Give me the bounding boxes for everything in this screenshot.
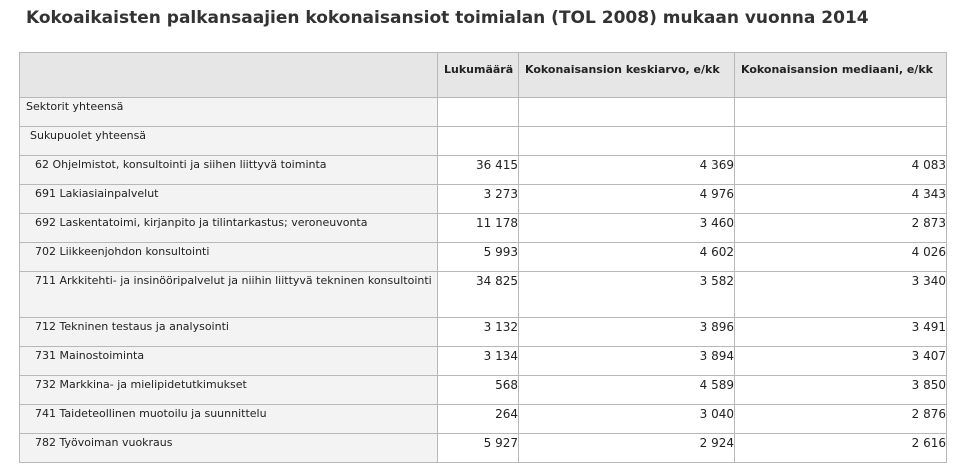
table-row bbox=[20, 376, 947, 405]
mean-cell: 4 976 bbox=[519, 185, 735, 214]
count-cell: 34 825 bbox=[438, 272, 519, 318]
header-row bbox=[20, 53, 947, 98]
mean-cell: 2 924 bbox=[519, 434, 735, 463]
count-cell: 5 927 bbox=[438, 434, 519, 463]
row-label: 712 Tekninen testaus ja analysointi bbox=[20, 318, 438, 347]
mean-cell: 3 460 bbox=[519, 214, 735, 243]
median-cell: 2 873 bbox=[735, 214, 947, 243]
section-row-sectors bbox=[20, 98, 947, 127]
table-row bbox=[20, 156, 947, 185]
header-corner-cell bbox=[20, 53, 438, 98]
count-cell: 264 bbox=[438, 405, 519, 434]
median-cell: 4 343 bbox=[735, 185, 947, 214]
median-cell: 3 340 bbox=[735, 272, 947, 318]
earnings-table bbox=[19, 52, 947, 463]
table-row bbox=[20, 185, 947, 214]
row-label: 692 Laskentatoimi, kirjanpito ja tilintarkastus; veroneuvonta bbox=[20, 214, 438, 243]
row-label: Sukupuolet yhteensä bbox=[20, 127, 438, 156]
median-cell: 2 616 bbox=[735, 434, 947, 463]
table-row bbox=[20, 405, 947, 434]
empty-cell bbox=[735, 127, 947, 156]
count-cell: 3 132 bbox=[438, 318, 519, 347]
mean-cell: 4 589 bbox=[519, 376, 735, 405]
count-cell: 3 273 bbox=[438, 185, 519, 214]
column-header-median: Kokonaisansion mediaani, e/kk bbox=[735, 53, 947, 98]
mean-cell: 3 040 bbox=[519, 405, 735, 434]
mean-cell: 3 896 bbox=[519, 318, 735, 347]
row-label: 782 Työvoiman vuokraus bbox=[20, 434, 438, 463]
empty-cell bbox=[438, 98, 519, 127]
count-cell: 11 178 bbox=[438, 214, 519, 243]
median-cell: 4 083 bbox=[735, 156, 947, 185]
median-cell: 4 026 bbox=[735, 243, 947, 272]
row-label: 732 Markkina- ja mielipidetutkimukset bbox=[20, 376, 438, 405]
table-row bbox=[20, 318, 947, 347]
count-cell: 36 415 bbox=[438, 156, 519, 185]
row-label: 741 Taideteollinen muotoilu ja suunnittelu bbox=[20, 405, 438, 434]
table-row bbox=[20, 272, 947, 318]
count-cell: 3 134 bbox=[438, 347, 519, 376]
row-label: Sektorit yhteensä bbox=[20, 98, 438, 127]
empty-cell bbox=[519, 98, 735, 127]
mean-cell: 4 602 bbox=[519, 243, 735, 272]
table-row bbox=[20, 434, 947, 463]
median-cell: 3 491 bbox=[735, 318, 947, 347]
row-label: 702 Liikkeenjohdon konsultointi bbox=[20, 243, 438, 272]
mean-cell: 4 369 bbox=[519, 156, 735, 185]
empty-cell bbox=[735, 98, 947, 127]
section-row-genders bbox=[20, 127, 947, 156]
empty-cell bbox=[438, 127, 519, 156]
mean-cell: 3 894 bbox=[519, 347, 735, 376]
table-row bbox=[20, 243, 947, 272]
median-cell: 2 876 bbox=[735, 405, 947, 434]
row-label: 711 Arkkitehti- ja insinööripalvelut ja niihin liittyvä tekninen konsultointi bbox=[20, 272, 438, 318]
row-label: 62 Ohjelmistot, konsultointi ja siihen liittyvä toiminta bbox=[20, 156, 438, 185]
empty-cell bbox=[519, 127, 735, 156]
table-row bbox=[20, 214, 947, 243]
median-cell: 3 407 bbox=[735, 347, 947, 376]
column-header-mean: Kokonaisansion keskiarvo, e/kk bbox=[519, 53, 735, 98]
mean-cell: 3 582 bbox=[519, 272, 735, 318]
count-cell: 568 bbox=[438, 376, 519, 405]
column-header-count: Lukumäärä bbox=[438, 53, 519, 98]
count-cell: 5 993 bbox=[438, 243, 519, 272]
row-label: 731 Mainostoiminta bbox=[20, 347, 438, 376]
table-row bbox=[20, 347, 947, 376]
median-cell: 3 850 bbox=[735, 376, 947, 405]
row-label: 691 Lakiasiainpalvelut bbox=[20, 185, 438, 214]
page-title: Kokoaikaisten palkansaajien kokonaisansiot toimialan (TOL 2008) mukaan vuonna 2014 bbox=[26, 8, 869, 28]
